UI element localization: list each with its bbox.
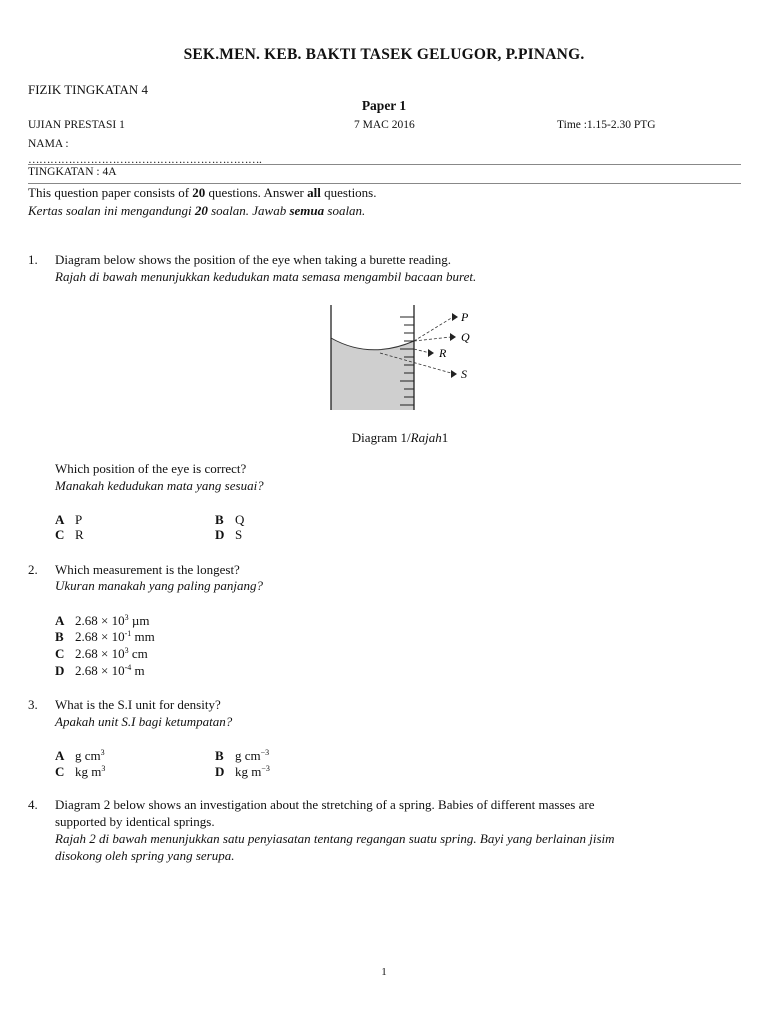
q3-text-ms: Apakah unit S.I bagi ketumpatan?	[55, 714, 233, 729]
q2-option-a[interactable]: A $2.68 \times 10^3$ µm	[55, 613, 150, 628]
page-number: 1	[381, 966, 387, 978]
q1-number: 1.	[28, 252, 38, 267]
q1-ask-ms: Manakah kedudukan mata yang sesuai?	[55, 478, 264, 493]
q2-option-b[interactable]: B $2.68 \times 10^{-1}$ mm	[55, 629, 155, 644]
q3-option-a[interactable]: A g $cm^3$	[55, 748, 105, 763]
eye-label-s: S	[461, 367, 467, 381]
subject-title: FIZIK TINGKATAN 4	[28, 82, 149, 97]
q2-option-d[interactable]: D $2.68 \times 10^{-4}$ m	[55, 663, 145, 678]
q2-number: 2.	[28, 562, 38, 577]
instructions-ms: Kertas soalan ini mengandungi 20 soalan. Jawab semua soalan.	[28, 203, 366, 218]
q3-option-b[interactable]: B g $cm^{-3}$	[215, 748, 270, 763]
eye-label-q: Q	[461, 330, 470, 344]
q4-text-en-line2: supported by identical springs.	[55, 814, 215, 829]
paper-title	[0, 98, 768, 114]
diagram1-caption: Diagram 1/Rajah1	[351, 430, 449, 445]
divider-bottom	[28, 183, 741, 184]
eye-r-icon	[428, 349, 434, 357]
burette-diagram	[320, 300, 480, 418]
name-dots: ……………………………………………………….	[28, 154, 262, 166]
q1-option-c[interactable]: C R	[55, 527, 84, 542]
paper-label: Paper 1	[361, 98, 407, 113]
name-label: NAMA :	[28, 138, 69, 150]
q3-option-d[interactable]: D kg $m^{-3}$	[215, 764, 270, 779]
q1-option-a[interactable]: A P	[55, 512, 83, 527]
eye-label-r: R	[439, 346, 447, 360]
divider-top	[28, 164, 741, 165]
q3-option-c[interactable]: C kg $m^3$	[55, 764, 106, 779]
exam-time: Time :1.15-2.30 PTG	[557, 119, 656, 131]
eye-p-icon	[452, 313, 458, 321]
instructions-en: This question paper consists of 20 questions. Answer all questions.	[28, 185, 377, 200]
q1-text-en: Diagram below shows the position of the eye when taking a burette reading.	[55, 252, 452, 267]
q1-option-b[interactable]: B Q	[215, 512, 245, 527]
eye-s-icon	[451, 370, 457, 378]
q3-number: 3.	[28, 697, 38, 712]
q1-text-ms: Rajah di bawah menunjukkan kedudukan mata semasa mengambil bacaan buret.	[55, 269, 477, 284]
q3-text-en: What is the S.I unit for density?	[55, 697, 221, 712]
q2-text-en: Which measurement is the longest?	[55, 562, 240, 577]
q4-text-en-line1: Diagram 2 below shows an investigation about the stretching of a spring. Babies of different masses are	[55, 797, 595, 812]
q2-option-c[interactable]: C $2.68 \times 10^3$ cm	[55, 646, 148, 661]
q4-number: 4.	[28, 797, 38, 812]
school-title: SEK.MEN. KEB. BAKTI TASEK GELUGOR, P.PINANG.	[183, 46, 585, 63]
q4-text-ms-line2: disokong oleh spring yang serupa.	[55, 848, 235, 863]
class-label: TINGKATAN : 4A	[28, 166, 117, 178]
exam-date: 7 MAC 2016	[354, 119, 415, 131]
exam-name: UJIAN PRESTASI 1	[28, 119, 125, 131]
q1-ask-en: Which position of the eye is correct?	[55, 461, 247, 476]
q1-option-d[interactable]: D S	[215, 527, 243, 542]
eye-label-p: P	[461, 310, 469, 324]
q4-text-ms-line1: Rajah 2 di bawah menunjukkan satu penyiasatan tentang regangan suatu spring. Bayi yang berlainan jisim	[55, 831, 615, 846]
q2-text-ms: Ukuran manakah yang paling panjang?	[55, 578, 263, 593]
eye-q-icon	[450, 333, 456, 341]
